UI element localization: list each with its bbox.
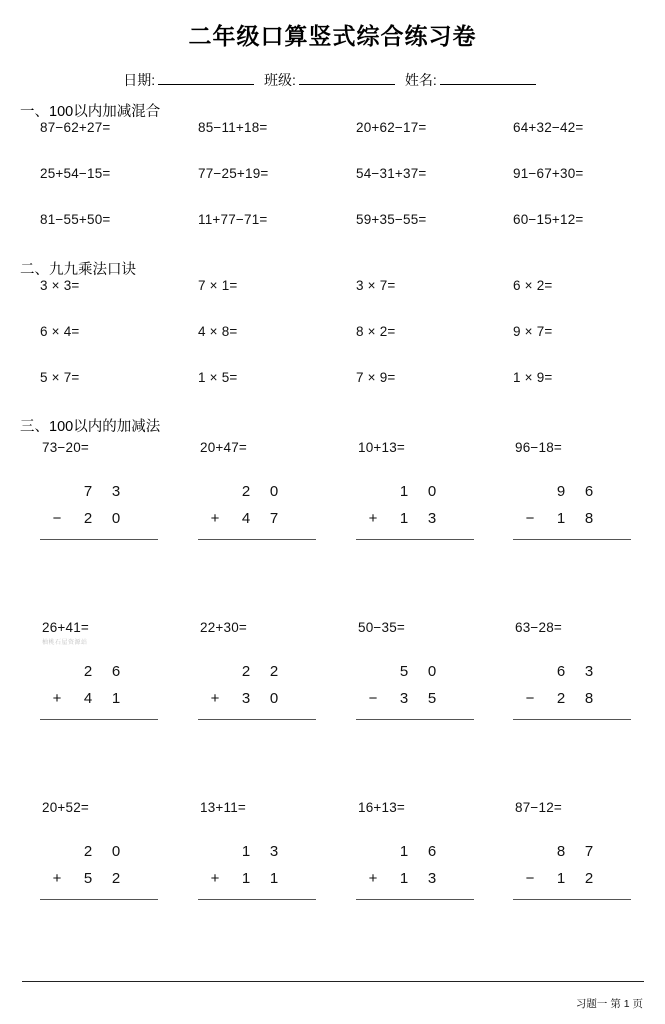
column-operator: − [525, 690, 535, 707]
digit-tens: 4 [83, 690, 93, 707]
problem-item[interactable]: 4 × 8= [198, 324, 238, 339]
column-arithmetic[interactable] [513, 483, 631, 540]
vertical-problem-row [0, 800, 665, 980]
column-rule [513, 719, 631, 720]
vertical-problem [198, 800, 348, 900]
digit-tens: 2 [83, 843, 93, 860]
vertical-problem-expression: 20+52= [42, 800, 89, 815]
column-rule [40, 719, 158, 720]
problem-row [0, 166, 665, 212]
column-rule [40, 539, 158, 540]
column-top-operand [198, 663, 316, 690]
column-arithmetic[interactable] [356, 483, 474, 540]
field-class [264, 70, 401, 90]
digit-tens: 8 [556, 843, 566, 860]
vertical-problem [356, 620, 506, 720]
digit-ones: 8 [584, 510, 594, 527]
column-top-operand [513, 843, 631, 870]
digit-tens: 1 [399, 870, 409, 887]
column-bottom-operand [40, 690, 158, 717]
column-rule [513, 899, 631, 900]
digit-ones: 1 [269, 870, 279, 887]
digit-tens: 1 [556, 870, 566, 887]
vertical-problem-expression: 16+13= [358, 800, 405, 815]
column-operator: + [368, 870, 378, 887]
digit-tens: 2 [83, 663, 93, 680]
column-operator: + [210, 690, 220, 707]
column-rule [40, 899, 158, 900]
section-heading-2: 二、九九乘法口诀 [20, 262, 136, 278]
digit-ones: 7 [584, 843, 594, 860]
vertical-problem [356, 440, 506, 540]
column-bottom-operand [198, 510, 316, 537]
problem-item[interactable]: 64+32−42= [513, 120, 584, 135]
digit-ones: 0 [111, 510, 121, 527]
section-heading-1: 一、100以内加减混合 [20, 104, 161, 120]
column-rule [198, 719, 316, 720]
vertical-problem [513, 800, 663, 900]
column-rule [356, 539, 474, 540]
digit-ones: 2 [111, 870, 121, 887]
column-bottom-operand [513, 510, 631, 537]
vertical-problem [198, 440, 348, 540]
vertical-problem [198, 620, 348, 720]
column-bottom-operand [356, 870, 474, 897]
digit-ones: 1 [111, 690, 121, 707]
field-date-label: 日期: [123, 72, 156, 88]
column-bottom-operand [513, 690, 631, 717]
page-title: 二年级口算竖式综合练习卷 [188, 23, 477, 49]
digit-ones: 3 [111, 483, 121, 500]
digit-ones: 0 [427, 663, 437, 680]
column-operator: + [368, 510, 378, 527]
vertical-problem-expression: 13+11= [200, 800, 246, 815]
digit-ones: 6 [427, 843, 437, 860]
digit-tens: 5 [83, 870, 93, 887]
digit-ones: 3 [269, 843, 279, 860]
column-top-operand [40, 843, 158, 870]
column-bottom-operand [198, 690, 316, 717]
digit-ones: 6 [584, 483, 594, 500]
field-class-input[interactable] [299, 71, 395, 85]
digit-tens: 1 [241, 870, 251, 887]
column-rule [356, 899, 474, 900]
problem-item[interactable]: 25+54−15= [40, 166, 111, 181]
problem-item[interactable]: 3 × 3= [40, 278, 80, 293]
problem-item[interactable]: 6 × 4= [40, 324, 80, 339]
digit-tens: 1 [241, 843, 251, 860]
problem-row [0, 370, 665, 416]
digit-tens: 9 [556, 483, 566, 500]
problem-item[interactable]: 77−25+19= [198, 166, 269, 181]
column-top-operand [513, 663, 631, 690]
section-3-problems [0, 440, 665, 980]
column-top-operand [356, 663, 474, 690]
vertical-problem [40, 440, 190, 540]
column-top-operand [356, 843, 474, 870]
field-name-label: 姓名: [404, 72, 437, 88]
column-arithmetic[interactable] [513, 663, 631, 720]
problem-item[interactable]: 81−55+50= [40, 212, 111, 227]
column-arithmetic[interactable] [198, 843, 316, 900]
vertical-problem [513, 620, 663, 720]
column-top-operand [198, 483, 316, 510]
column-operator: + [210, 870, 220, 887]
column-arithmetic[interactable] [198, 663, 316, 720]
section-heading-3: 三、100以内的加减法 [20, 419, 161, 435]
problem-item[interactable]: 7 × 9= [356, 370, 396, 385]
digit-ones: 3 [584, 663, 594, 680]
column-arithmetic[interactable] [356, 663, 474, 720]
problem-item[interactable]: 60−15+12= [513, 212, 584, 227]
vertical-problem-expression: 22+30= [200, 620, 247, 635]
column-bottom-operand [40, 510, 158, 537]
digit-ones: 2 [584, 870, 594, 887]
column-arithmetic[interactable] [513, 843, 631, 900]
problem-item[interactable]: 8 × 2= [356, 324, 396, 339]
digit-tens: 3 [241, 690, 251, 707]
column-bottom-operand [198, 870, 316, 897]
problem-row [0, 278, 665, 324]
column-bottom-operand [40, 870, 158, 897]
column-arithmetic[interactable] [198, 483, 316, 540]
section-2-problems [0, 278, 665, 416]
field-name-input[interactable] [440, 71, 536, 85]
digit-ones: 7 [269, 510, 279, 527]
digit-ones: 3 [427, 510, 437, 527]
column-bottom-operand [356, 690, 474, 717]
problem-item[interactable]: 20+62−17= [356, 120, 427, 135]
problem-item[interactable]: 7 × 1= [198, 278, 238, 293]
problem-item[interactable]: 1 × 5= [198, 370, 238, 385]
problem-row [0, 212, 665, 258]
digit-tens: 1 [399, 483, 409, 500]
column-top-operand [40, 663, 158, 690]
column-operator: + [52, 690, 62, 707]
section-1-problems [0, 120, 665, 258]
digit-tens: 2 [83, 510, 93, 527]
problem-item[interactable]: 91−67+30= [513, 166, 584, 181]
digit-tens: 7 [83, 483, 93, 500]
column-arithmetic[interactable] [40, 483, 158, 540]
column-arithmetic[interactable] [40, 843, 158, 900]
header-fields [0, 70, 665, 90]
column-top-operand [513, 483, 631, 510]
vertical-problem-row [0, 440, 665, 620]
digit-tens: 2 [241, 663, 251, 680]
digit-tens: 1 [556, 510, 566, 527]
field-date-input[interactable] [158, 71, 254, 85]
vertical-problem-expression: 50−35= [358, 620, 405, 635]
vertical-problem [40, 800, 190, 900]
vertical-problem [513, 440, 663, 540]
column-bottom-operand [356, 510, 474, 537]
digit-ones: 5 [427, 690, 437, 707]
column-operator: − [368, 690, 378, 707]
problem-item[interactable]: 59+35−55= [356, 212, 427, 227]
vertical-problem-expression: 26+41= [42, 620, 89, 635]
problem-item[interactable]: 11+77−71= [198, 212, 268, 227]
vertical-problem-expression: 96−18= [515, 440, 562, 455]
column-operator: + [52, 870, 62, 887]
problem-row [0, 120, 665, 166]
digit-tens: 2 [556, 690, 566, 707]
digit-tens: 3 [399, 690, 409, 707]
digit-tens: 5 [399, 663, 409, 680]
digit-tens: 2 [241, 483, 251, 500]
digit-ones: 0 [269, 690, 279, 707]
digit-ones: 0 [427, 483, 437, 500]
column-bottom-operand [513, 870, 631, 897]
field-name [405, 70, 542, 90]
vertical-problem-expression: 20+47= [200, 440, 247, 455]
digit-ones: 3 [427, 870, 437, 887]
footer-divider [22, 981, 644, 982]
vertical-problem [356, 800, 506, 900]
digit-tens: 6 [556, 663, 566, 680]
digit-ones: 0 [111, 843, 121, 860]
column-rule [198, 899, 316, 900]
field-date [123, 70, 260, 90]
problem-row [0, 324, 665, 370]
problem-item[interactable]: 54−31+37= [356, 166, 427, 181]
vertical-problem-row [0, 620, 665, 800]
vertical-problem [40, 620, 190, 720]
vertical-problem-expression: 87−12= [515, 800, 562, 815]
digit-tens: 1 [399, 843, 409, 860]
problem-item[interactable]: 5 × 7= [40, 370, 80, 385]
digit-ones: 8 [584, 690, 594, 707]
column-operator: − [525, 870, 535, 887]
vertical-problem-expression: 73−20= [42, 440, 89, 455]
footer-page-label: 习题一 第 1 页 [575, 998, 643, 1010]
vertical-problem-expression: 10+13= [358, 440, 405, 455]
problem-item[interactable]: 6 × 2= [513, 278, 553, 293]
digit-tens: 4 [241, 510, 251, 527]
problem-item[interactable]: 87−62+27= [40, 120, 111, 135]
column-arithmetic[interactable] [40, 663, 158, 720]
digit-ones: 0 [269, 483, 279, 500]
column-operator: − [525, 510, 535, 527]
column-rule [513, 539, 631, 540]
column-top-operand [198, 843, 316, 870]
problem-item[interactable]: 3 × 7= [356, 278, 396, 293]
field-class-label: 班级: [264, 72, 296, 88]
digit-ones: 6 [111, 663, 121, 680]
column-top-operand [40, 483, 158, 510]
digit-tens: 1 [399, 510, 409, 527]
column-top-operand [356, 483, 474, 510]
column-rule [198, 539, 316, 540]
column-rule [356, 719, 474, 720]
column-arithmetic[interactable] [356, 843, 474, 900]
problem-item[interactable]: 85−11+18= [198, 120, 268, 135]
vertical-problem-expression: 63−28= [515, 620, 562, 635]
digit-ones: 2 [269, 663, 279, 680]
problem-item[interactable]: 1 × 9= [513, 370, 553, 385]
column-operator: + [210, 510, 220, 527]
watermark-text: 柚桃石屋资源站 [42, 640, 88, 645]
column-operator: − [52, 510, 62, 527]
problem-item[interactable]: 9 × 7= [513, 324, 553, 339]
